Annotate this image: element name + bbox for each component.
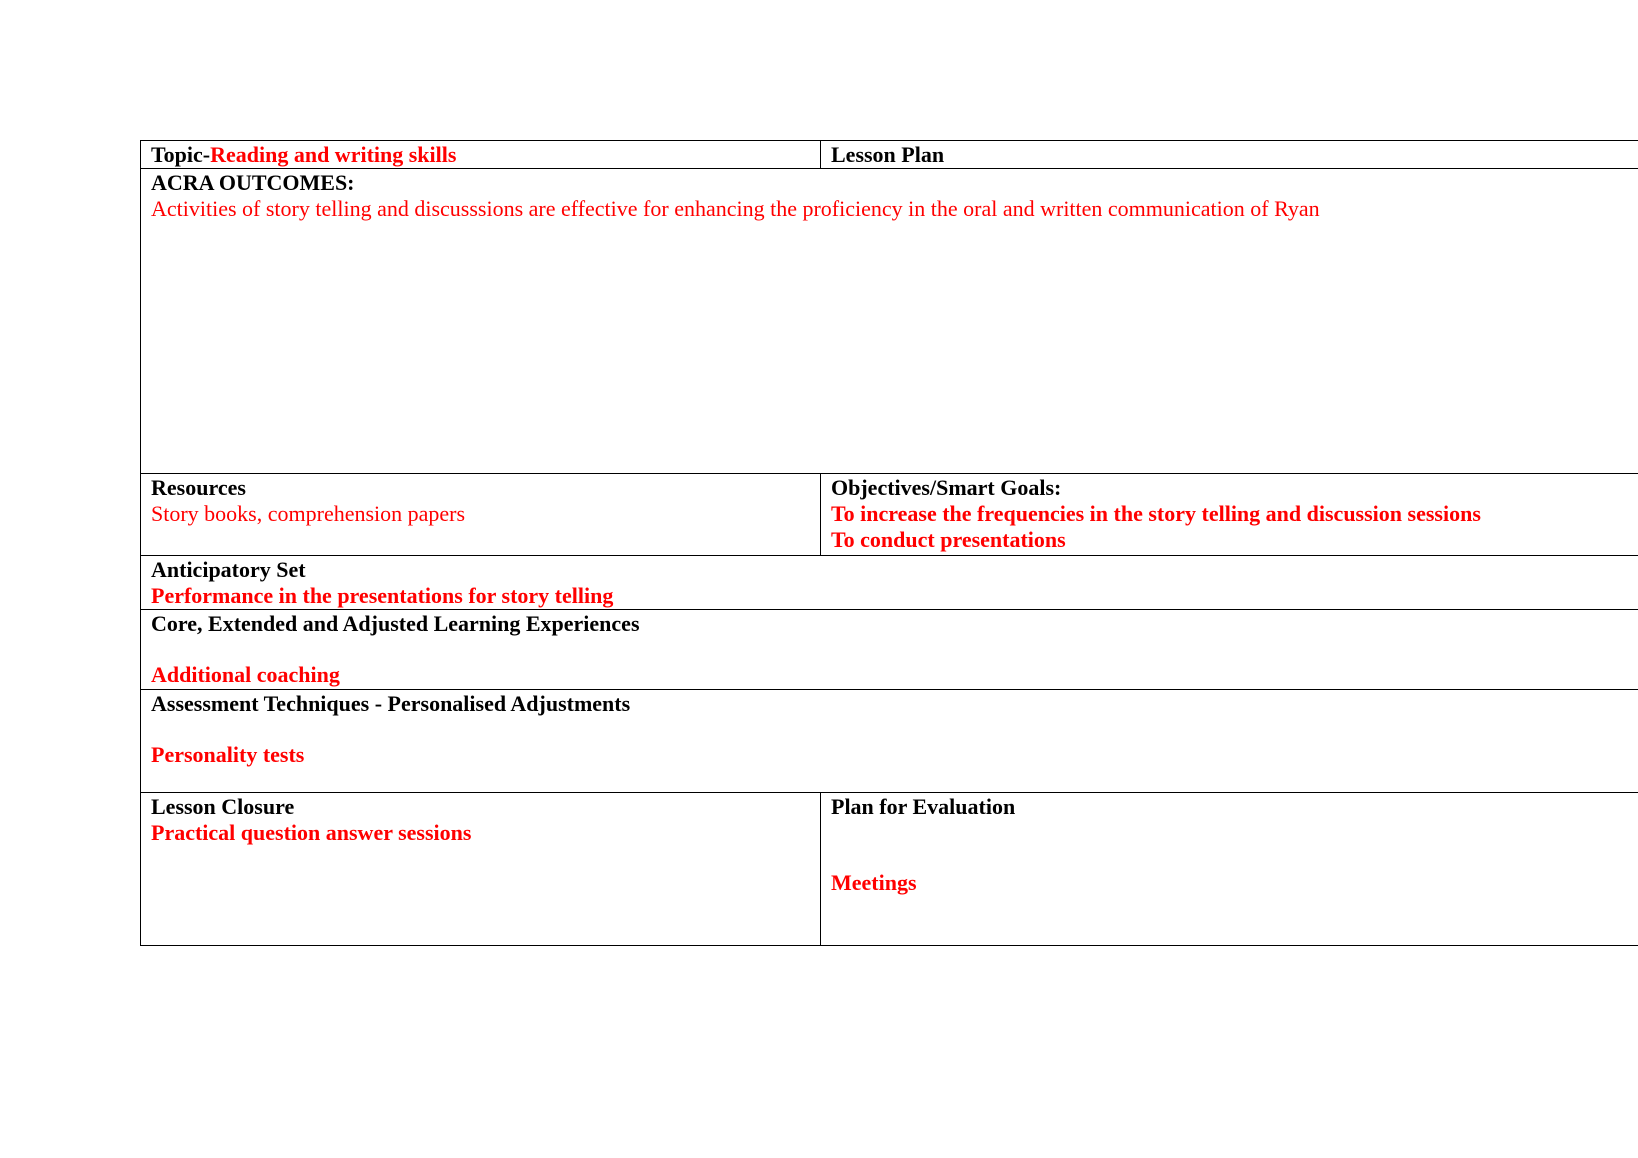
objectives-cell xyxy=(821,474,1638,556)
resources-cell xyxy=(141,474,821,556)
resources-heading: Resources xyxy=(151,475,246,500)
lesson-plan-table xyxy=(140,140,1638,946)
outcomes-row xyxy=(141,169,1638,474)
learning-heading: Core, Extended and Adjusted Learning Experiences xyxy=(151,611,640,636)
evaluation-heading: Plan for Evaluation xyxy=(831,794,1016,819)
spacer xyxy=(151,717,1629,742)
evaluation-text: Meetings xyxy=(831,870,917,895)
assessment-heading: Assessment Techniques - Personalised Adjustments xyxy=(151,691,631,716)
objectives-heading: Objectives/Smart Goals: xyxy=(831,475,1062,500)
spacer xyxy=(831,820,1629,870)
assessment-text: Personality tests xyxy=(151,742,305,767)
learning-row xyxy=(141,610,1638,690)
outcomes-cell xyxy=(141,169,1638,474)
anticipatory-cell xyxy=(141,556,1638,610)
anticipatory-text: Performance in the presentations for story telling xyxy=(151,583,614,608)
closure-heading: Lesson Closure xyxy=(151,794,295,819)
lesson-plan-cell xyxy=(821,141,1638,169)
outcomes-heading: ACRA OUTCOMES: xyxy=(151,170,355,195)
learning-cell xyxy=(141,610,1638,690)
spacer xyxy=(151,637,1629,662)
outcomes-text: Activities of story telling and discusssions are effective for enhancing the proficiency in the oral and written communication of Ryan xyxy=(151,196,1320,221)
anticipatory-heading: Anticipatory Set xyxy=(151,557,306,582)
topic-cell xyxy=(141,141,821,169)
objective-item: To conduct presentations xyxy=(831,527,1066,552)
closure-text: Practical question answer sessions xyxy=(151,820,472,845)
learning-text: Additional coaching xyxy=(151,662,340,687)
lesson-plan-title: Lesson Plan xyxy=(831,142,945,167)
assessment-row xyxy=(141,690,1638,793)
evaluation-cell xyxy=(821,793,1638,946)
closure-evaluation-row xyxy=(141,793,1638,946)
assessment-cell xyxy=(141,690,1638,793)
objective-item: To increase the frequencies in the story telling and discussion sessions xyxy=(831,501,1481,526)
topic-value: Reading and writing skills xyxy=(210,142,457,167)
header-row xyxy=(141,141,1638,169)
closure-cell xyxy=(141,793,821,946)
anticipatory-row xyxy=(141,556,1638,610)
resources-text: Story books, comprehension papers xyxy=(151,501,466,526)
topic-label: Topic- xyxy=(151,142,211,167)
resources-objectives-row xyxy=(141,474,1638,556)
